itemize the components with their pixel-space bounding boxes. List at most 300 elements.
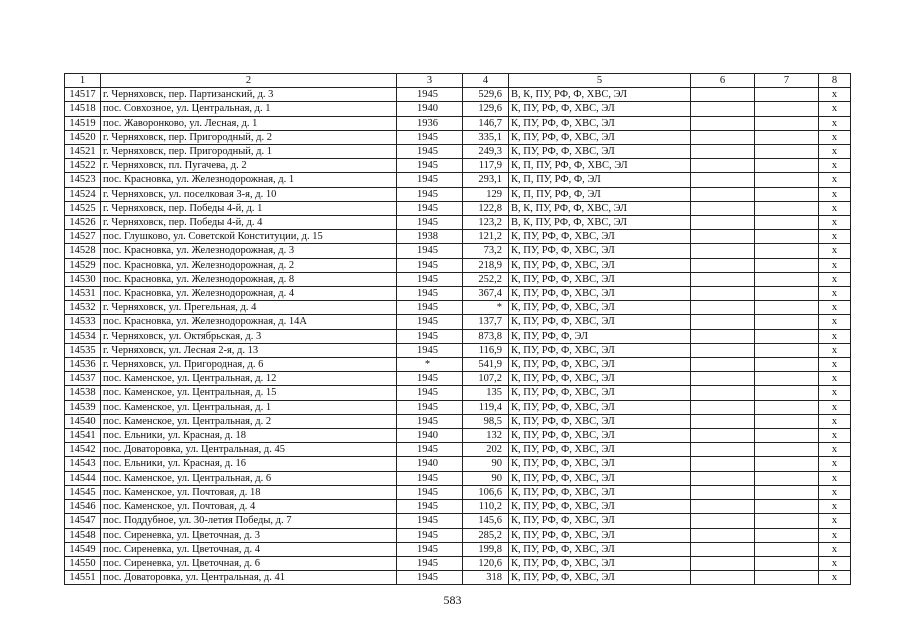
cell-col-6 [691,386,755,400]
cell-row-id: 14545 [65,485,101,499]
cell-col-6 [691,201,755,215]
cell-row-id: 14546 [65,500,101,514]
table-row [65,571,851,585]
cell-area: 106,6 [463,485,509,499]
cell-row-id: 14539 [65,400,101,414]
cell-area: 98,5 [463,414,509,428]
cell-row-id: 14522 [65,159,101,173]
cell-col-8: х [819,116,851,130]
cell-address: пос. Глушково, ул. Советской Конституции, д. 15 [101,230,397,244]
cell-area: 873,8 [463,329,509,343]
cell-col-8: х [819,272,851,286]
cell-area: 137,7 [463,315,509,329]
cell-col-6 [691,145,755,159]
table-row [65,315,851,329]
cell-year: 1945 [397,187,463,201]
cell-area: 129,6 [463,102,509,116]
cell-utilities: К, ПУ, РФ, Ф, ХВС, ЭЛ [509,571,691,585]
cell-address: пос. Красновка, ул. Железнодорожная, д. 8 [101,272,397,286]
cell-col-6 [691,187,755,201]
cell-row-id: 14523 [65,173,101,187]
cell-area: 135 [463,386,509,400]
cell-col-7 [755,471,819,485]
cell-col-8: х [819,514,851,528]
cell-row-id: 14526 [65,216,101,230]
cell-col-6 [691,216,755,230]
cell-col-7 [755,244,819,258]
cell-col-7 [755,173,819,187]
cell-col-8: х [819,571,851,585]
cell-area: 529,6 [463,88,509,102]
table-row [65,116,851,130]
cell-year: 1945 [397,145,463,159]
cell-year: 1936 [397,116,463,130]
table-row [65,159,851,173]
cell-utilities: К, ПУ, РФ, Ф, ХВС, ЭЛ [509,485,691,499]
cell-address: пос. Доваторовка, ул. Центральная, д. 45 [101,443,397,457]
cell-utilities: К, ПУ, РФ, Ф, ХВС, ЭЛ [509,372,691,386]
cell-row-id: 14525 [65,201,101,215]
cell-utilities: К, ПУ, РФ, Ф, ЭЛ [509,329,691,343]
cell-col-6 [691,542,755,556]
table-body [65,88,851,585]
cell-year: * [397,358,463,372]
cell-col-6 [691,429,755,443]
cell-area: 541,9 [463,358,509,372]
table-row [65,173,851,187]
cell-row-id: 14543 [65,457,101,471]
cell-area: 119,4 [463,400,509,414]
cell-col-6 [691,301,755,315]
cell-row-id: 14530 [65,272,101,286]
table-row [65,485,851,499]
cell-col-8: х [819,372,851,386]
cell-area: 218,9 [463,258,509,272]
cell-utilities: К, ПУ, РФ, Ф, ХВС, ЭЛ [509,386,691,400]
cell-col-7 [755,287,819,301]
cell-address: пос. Каменское, ул. Центральная, д. 2 [101,414,397,428]
cell-col-6 [691,173,755,187]
cell-utilities: К, ПУ, РФ, Ф, ХВС, ЭЛ [509,145,691,159]
cell-col-6 [691,244,755,258]
cell-col-8: х [819,414,851,428]
cell-address: г. Черняховск, ул. Пригородная, д. 6 [101,358,397,372]
cell-col-7 [755,159,819,173]
cell-col-8: х [819,102,851,116]
cell-col-8: х [819,386,851,400]
table-row [65,216,851,230]
table-row [65,244,851,258]
cell-col-7 [755,201,819,215]
cell-utilities: К, ПУ, РФ, Ф, ХВС, ЭЛ [509,542,691,556]
cell-row-id: 14549 [65,542,101,556]
cell-address: пос. Каменское, ул. Почтовая, д. 18 [101,485,397,499]
table-row [65,343,851,357]
cell-col-7 [755,400,819,414]
cell-col-8: х [819,457,851,471]
cell-area: 146,7 [463,116,509,130]
cell-area: 110,2 [463,500,509,514]
cell-col-6 [691,315,755,329]
cell-col-7 [755,556,819,570]
cell-row-id: 14540 [65,414,101,428]
cell-address: г. Черняховск, ул. Прегельная, д. 4 [101,301,397,315]
cell-col-7 [755,272,819,286]
cell-utilities: К, ПУ, РФ, Ф, ХВС, ЭЛ [509,301,691,315]
cell-year: 1945 [397,287,463,301]
cell-year: 1945 [397,173,463,187]
cell-utilities: К, ПУ, РФ, Ф, ХВС, ЭЛ [509,315,691,329]
cell-row-id: 14521 [65,145,101,159]
cell-year: 1945 [397,556,463,570]
cell-col-8: х [819,315,851,329]
header-col-3: 3 [397,74,463,88]
table-row [65,514,851,528]
cell-utilities: К, П, ПУ, РФ, Ф, ХВС, ЭЛ [509,159,691,173]
cell-col-7 [755,372,819,386]
cell-col-7 [755,187,819,201]
cell-col-6 [691,130,755,144]
table-row [65,443,851,457]
cell-row-id: 14534 [65,329,101,343]
cell-utilities: К, ПУ, РФ, Ф, ХВС, ЭЛ [509,244,691,258]
cell-address: пос. Жаворонково, ул. Лесная, д. 1 [101,116,397,130]
cell-area: 123,2 [463,216,509,230]
cell-address: г. Черняховск, ул. поселковая 3-я, д. 10 [101,187,397,201]
cell-year: 1945 [397,400,463,414]
cell-utilities: К, ПУ, РФ, Ф, ХВС, ЭЛ [509,457,691,471]
cell-col-8: х [819,145,851,159]
table-row [65,528,851,542]
cell-address: пос. Каменское, ул. Центральная, д. 1 [101,400,397,414]
cell-year: 1945 [397,514,463,528]
cell-col-7 [755,315,819,329]
cell-col-8: х [819,201,851,215]
cell-address: пос. Красновка, ул. Железнодорожная, д. 3 [101,244,397,258]
cell-year: 1945 [397,130,463,144]
cell-col-8: х [819,400,851,414]
table-row [65,358,851,372]
cell-row-id: 14538 [65,386,101,400]
cell-utilities: К, ПУ, РФ, Ф, ХВС, ЭЛ [509,287,691,301]
cell-address: пос. Ельники, ул. Красная, д. 16 [101,457,397,471]
cell-col-7 [755,329,819,343]
header-row [65,74,851,88]
cell-utilities: К, ПУ, РФ, Ф, ХВС, ЭЛ [509,272,691,286]
cell-col-6 [691,528,755,542]
cell-col-8: х [819,258,851,272]
cell-year: 1945 [397,500,463,514]
page-number: 583 [443,593,462,607]
table-row [65,556,851,570]
cell-col-6 [691,159,755,173]
cell-address: пос. Сиреневка, ул. Цветочная, д. 3 [101,528,397,542]
cell-col-8: х [819,329,851,343]
table-row [65,201,851,215]
cell-row-id: 14535 [65,343,101,357]
cell-col-6 [691,230,755,244]
table-row [65,272,851,286]
cell-utilities: К, ПУ, РФ, Ф, ХВС, ЭЛ [509,358,691,372]
cell-address: пос. Сиреневка, ул. Цветочная, д. 6 [101,556,397,570]
cell-area: 129 [463,187,509,201]
cell-col-6 [691,116,755,130]
table-row [65,400,851,414]
cell-year: 1945 [397,272,463,286]
cell-area: 122,8 [463,201,509,215]
cell-row-id: 14550 [65,556,101,570]
table-row [65,457,851,471]
table-row [65,471,851,485]
cell-row-id: 14520 [65,130,101,144]
cell-utilities: В, К, ПУ, РФ, Ф, ХВС, ЭЛ [509,216,691,230]
table-row [65,88,851,102]
table-row [65,287,851,301]
cell-year: 1945 [397,343,463,357]
cell-address: г. Черняховск, пер. Победы 4-й, д. 1 [101,201,397,215]
header-col-5: 5 [509,74,691,88]
cell-col-7 [755,88,819,102]
cell-area: 117,9 [463,159,509,173]
cell-row-id: 14528 [65,244,101,258]
cell-col-7 [755,230,819,244]
cell-col-6 [691,329,755,343]
cell-col-6 [691,88,755,102]
cell-area: 120,6 [463,556,509,570]
table-row [65,542,851,556]
cell-address: пос. Красновка, ул. Железнодорожная, д. 4 [101,287,397,301]
cell-row-id: 14517 [65,88,101,102]
table-row [65,130,851,144]
cell-col-7 [755,102,819,116]
cell-year: 1945 [397,571,463,585]
cell-col-8: х [819,443,851,457]
cell-col-6 [691,258,755,272]
cell-area: 249,3 [463,145,509,159]
cell-address: пос. Каменское, ул. Центральная, д. 12 [101,372,397,386]
cell-utilities: К, ПУ, РФ, Ф, ХВС, ЭЛ [509,400,691,414]
cell-utilities: К, ПУ, РФ, Ф, ХВС, ЭЛ [509,471,691,485]
cell-utilities: К, ПУ, РФ, Ф, ХВС, ЭЛ [509,443,691,457]
cell-col-8: х [819,542,851,556]
cell-utilities: К, ПУ, РФ, Ф, ХВС, ЭЛ [509,429,691,443]
cell-utilities: К, П, ПУ, РФ, Ф, ЭЛ [509,187,691,201]
table-row [65,500,851,514]
cell-area: 107,2 [463,372,509,386]
cell-year: 1945 [397,88,463,102]
cell-col-8: х [819,429,851,443]
cell-row-id: 14519 [65,116,101,130]
cell-area: 252,2 [463,272,509,286]
cell-year: 1945 [397,159,463,173]
cell-col-6 [691,457,755,471]
cell-area: 90 [463,457,509,471]
registry-table [64,73,851,585]
cell-area: 145,6 [463,514,509,528]
cell-col-7 [755,343,819,357]
cell-col-7 [755,443,819,457]
cell-col-7 [755,116,819,130]
cell-area: * [463,301,509,315]
cell-area: 73,2 [463,244,509,258]
cell-utilities: К, ПУ, РФ, Ф, ХВС, ЭЛ [509,414,691,428]
cell-col-7 [755,145,819,159]
cell-year: 1940 [397,429,463,443]
header-col-8: 8 [819,74,851,88]
cell-row-id: 14532 [65,301,101,315]
cell-year: 1945 [397,443,463,457]
cell-row-id: 14537 [65,372,101,386]
cell-year: 1945 [397,528,463,542]
cell-col-6 [691,485,755,499]
cell-utilities: К, ПУ, РФ, Ф, ХВС, ЭЛ [509,514,691,528]
table-row [65,429,851,443]
cell-row-id: 14551 [65,571,101,585]
cell-area: 121,2 [463,230,509,244]
cell-row-id: 14542 [65,443,101,457]
cell-area: 318 [463,571,509,585]
cell-col-8: х [819,471,851,485]
cell-col-8: х [819,216,851,230]
cell-year: 1945 [397,258,463,272]
cell-year: 1945 [397,201,463,215]
table-row [65,187,851,201]
cell-row-id: 14518 [65,102,101,116]
cell-year: 1945 [397,471,463,485]
cell-utilities: К, ПУ, РФ, Ф, ХВС, ЭЛ [509,116,691,130]
cell-col-7 [755,130,819,144]
cell-year: 1945 [397,414,463,428]
cell-col-7 [755,485,819,499]
cell-area: 367,4 [463,287,509,301]
cell-year: 1945 [397,542,463,556]
cell-address: г. Черняховск, ул. Лесная 2-я, д. 13 [101,343,397,357]
cell-col-7 [755,414,819,428]
cell-address: г. Черняховск, пер. Пригородный, д. 2 [101,130,397,144]
cell-utilities: К, ПУ, РФ, Ф, ХВС, ЭЛ [509,102,691,116]
cell-col-8: х [819,500,851,514]
cell-row-id: 14541 [65,429,101,443]
cell-address: г. Черняховск, ул. Октябрьская, д. 3 [101,329,397,343]
cell-col-8: х [819,130,851,144]
cell-utilities: К, ПУ, РФ, Ф, ХВС, ЭЛ [509,130,691,144]
table-row [65,386,851,400]
header-col-6: 6 [691,74,755,88]
cell-col-6 [691,400,755,414]
cell-utilities: К, ПУ, РФ, Ф, ХВС, ЭЛ [509,343,691,357]
cell-utilities: К, ПУ, РФ, Ф, ХВС, ЭЛ [509,500,691,514]
cell-area: 335,1 [463,130,509,144]
cell-year: 1940 [397,457,463,471]
cell-col-8: х [819,244,851,258]
table-row [65,329,851,343]
cell-year: 1945 [397,301,463,315]
cell-area: 90 [463,471,509,485]
cell-col-8: х [819,343,851,357]
cell-col-8: х [819,88,851,102]
cell-col-8: х [819,173,851,187]
cell-utilities: К, П, ПУ, РФ, Ф, ЭЛ [509,173,691,187]
cell-year: 1940 [397,102,463,116]
cell-utilities: К, ПУ, РФ, Ф, ХВС, ЭЛ [509,258,691,272]
cell-col-8: х [819,230,851,244]
cell-col-6 [691,414,755,428]
header-col-2: 2 [101,74,397,88]
cell-col-7 [755,571,819,585]
cell-year: 1945 [397,329,463,343]
cell-col-6 [691,500,755,514]
cell-row-id: 14544 [65,471,101,485]
cell-utilities: К, ПУ, РФ, Ф, ХВС, ЭЛ [509,230,691,244]
cell-utilities: В, К, ПУ, РФ, Ф, ХВС, ЭЛ [509,88,691,102]
table-row [65,301,851,315]
cell-row-id: 14547 [65,514,101,528]
cell-area: 202 [463,443,509,457]
cell-col-7 [755,258,819,272]
cell-address: пос. Каменское, ул. Центральная, д. 15 [101,386,397,400]
table-row [65,145,851,159]
cell-col-7 [755,500,819,514]
cell-col-6 [691,358,755,372]
cell-col-7 [755,386,819,400]
cell-row-id: 14531 [65,287,101,301]
cell-col-8: х [819,301,851,315]
header-col-4: 4 [463,74,509,88]
cell-area: 293,1 [463,173,509,187]
cell-year: 1945 [397,216,463,230]
cell-col-6 [691,443,755,457]
table-row [65,258,851,272]
cell-year: 1945 [397,372,463,386]
cell-col-6 [691,372,755,386]
cell-col-8: х [819,159,851,173]
cell-utilities: В, К, ПУ, РФ, Ф, ХВС, ЭЛ [509,201,691,215]
table-row [65,230,851,244]
cell-col-7 [755,429,819,443]
cell-utilities: К, ПУ, РФ, Ф, ХВС, ЭЛ [509,556,691,570]
cell-address: пос. Совхозное, ул. Центральная, д. 1 [101,102,397,116]
cell-address: г. Черняховск, пер. Победы 4-й, д. 4 [101,216,397,230]
cell-col-7 [755,514,819,528]
cell-row-id: 14529 [65,258,101,272]
cell-col-6 [691,556,755,570]
cell-col-8: х [819,287,851,301]
cell-col-6 [691,102,755,116]
cell-col-6 [691,471,755,485]
cell-row-id: 14548 [65,528,101,542]
cell-address: г. Черняховск, пер. Партизанский, д. 3 [101,88,397,102]
cell-col-7 [755,301,819,315]
cell-area: 285,2 [463,528,509,542]
cell-col-8: х [819,187,851,201]
cell-year: 1945 [397,244,463,258]
cell-col-6 [691,514,755,528]
table-row [65,102,851,116]
cell-address: пос. Красновка, ул. Железнодорожная, д. 1 [101,173,397,187]
cell-col-8: х [819,485,851,499]
cell-area: 132 [463,429,509,443]
cell-col-8: х [819,358,851,372]
cell-col-7 [755,216,819,230]
cell-address: г. Черняховск, пер. Пригородный, д. 1 [101,145,397,159]
cell-col-6 [691,343,755,357]
cell-address: пос. Каменское, ул. Почтовая, д. 4 [101,500,397,514]
cell-utilities: К, ПУ, РФ, Ф, ХВС, ЭЛ [509,528,691,542]
cell-year: 1945 [397,315,463,329]
cell-col-7 [755,457,819,471]
cell-address: пос. Сиреневка, ул. Цветочная, д. 4 [101,542,397,556]
cell-col-6 [691,287,755,301]
